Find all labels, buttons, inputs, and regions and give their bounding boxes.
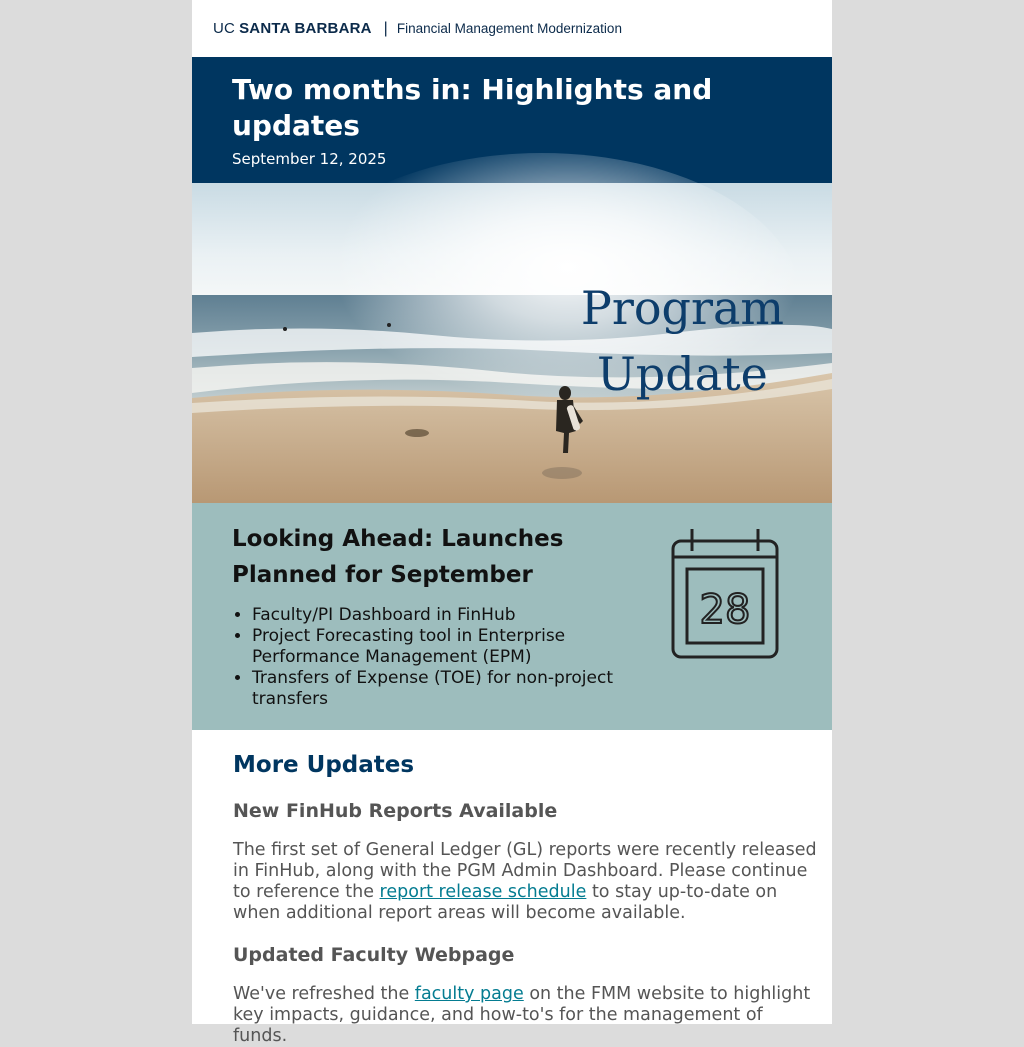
logo-separator: | [383,19,388,37]
newsletter-title: Two months in: Highlights and updates [232,73,713,142]
launches-section [192,503,832,730]
faculty-page-link[interactable]: faculty page [414,984,524,1004]
launch-item: • Project Forecasting tool in Enterprise Performance Management (EPM) [252,626,632,668]
launch-item: • Transfers of Expense (TOE) for non-project transfers [252,668,632,710]
launches-heading: Looking Ahead: Launches Planned for September [232,526,564,588]
header-logo-bar [192,0,832,57]
hero-line-update: Update [597,347,768,401]
email-body [192,0,832,1046]
update-title-finhub-reports: New FinHub Reports Available [233,800,558,822]
update-title-faculty-webpage: Updated Faculty Webpage [233,944,515,966]
newsletter-date: September 12, 2025 [232,150,387,168]
department-name: Financial Management Modernization [396,21,622,36]
hero-line-program: Program [580,281,784,335]
calendar-day: 28 [699,587,751,633]
logo-santa-barbara-text: SANTA BARBARA [239,20,372,37]
report-release-schedule-link[interactable]: report release schedule [379,882,587,902]
update-text-finhub-reports: The first set of General Ledger (GL) reports were recently released in FinHub, along with the PGM Admin Dashboard. Please continue to reference the report release schedule to stay up-to-date on when additional report areas will become available. [233,840,817,923]
hero-image [192,183,832,503]
update-text-faculty-webpage: We've refreshed the faculty page on the FMM website to highlight key impacts, guidance, and how-to's for the management of funds. [233,984,811,1046]
more-updates-heading: More Updates [233,752,415,778]
calendar-icon [670,527,780,665]
logo-uc-text: UC [213,20,236,37]
launch-item: • Faculty/PI Dashboard in FinHub [252,605,632,626]
ucsb-logo[interactable] [213,20,372,37]
hero-overlay-text [581,275,784,407]
more-updates-section [192,730,832,1047]
launches-list [232,605,632,710]
